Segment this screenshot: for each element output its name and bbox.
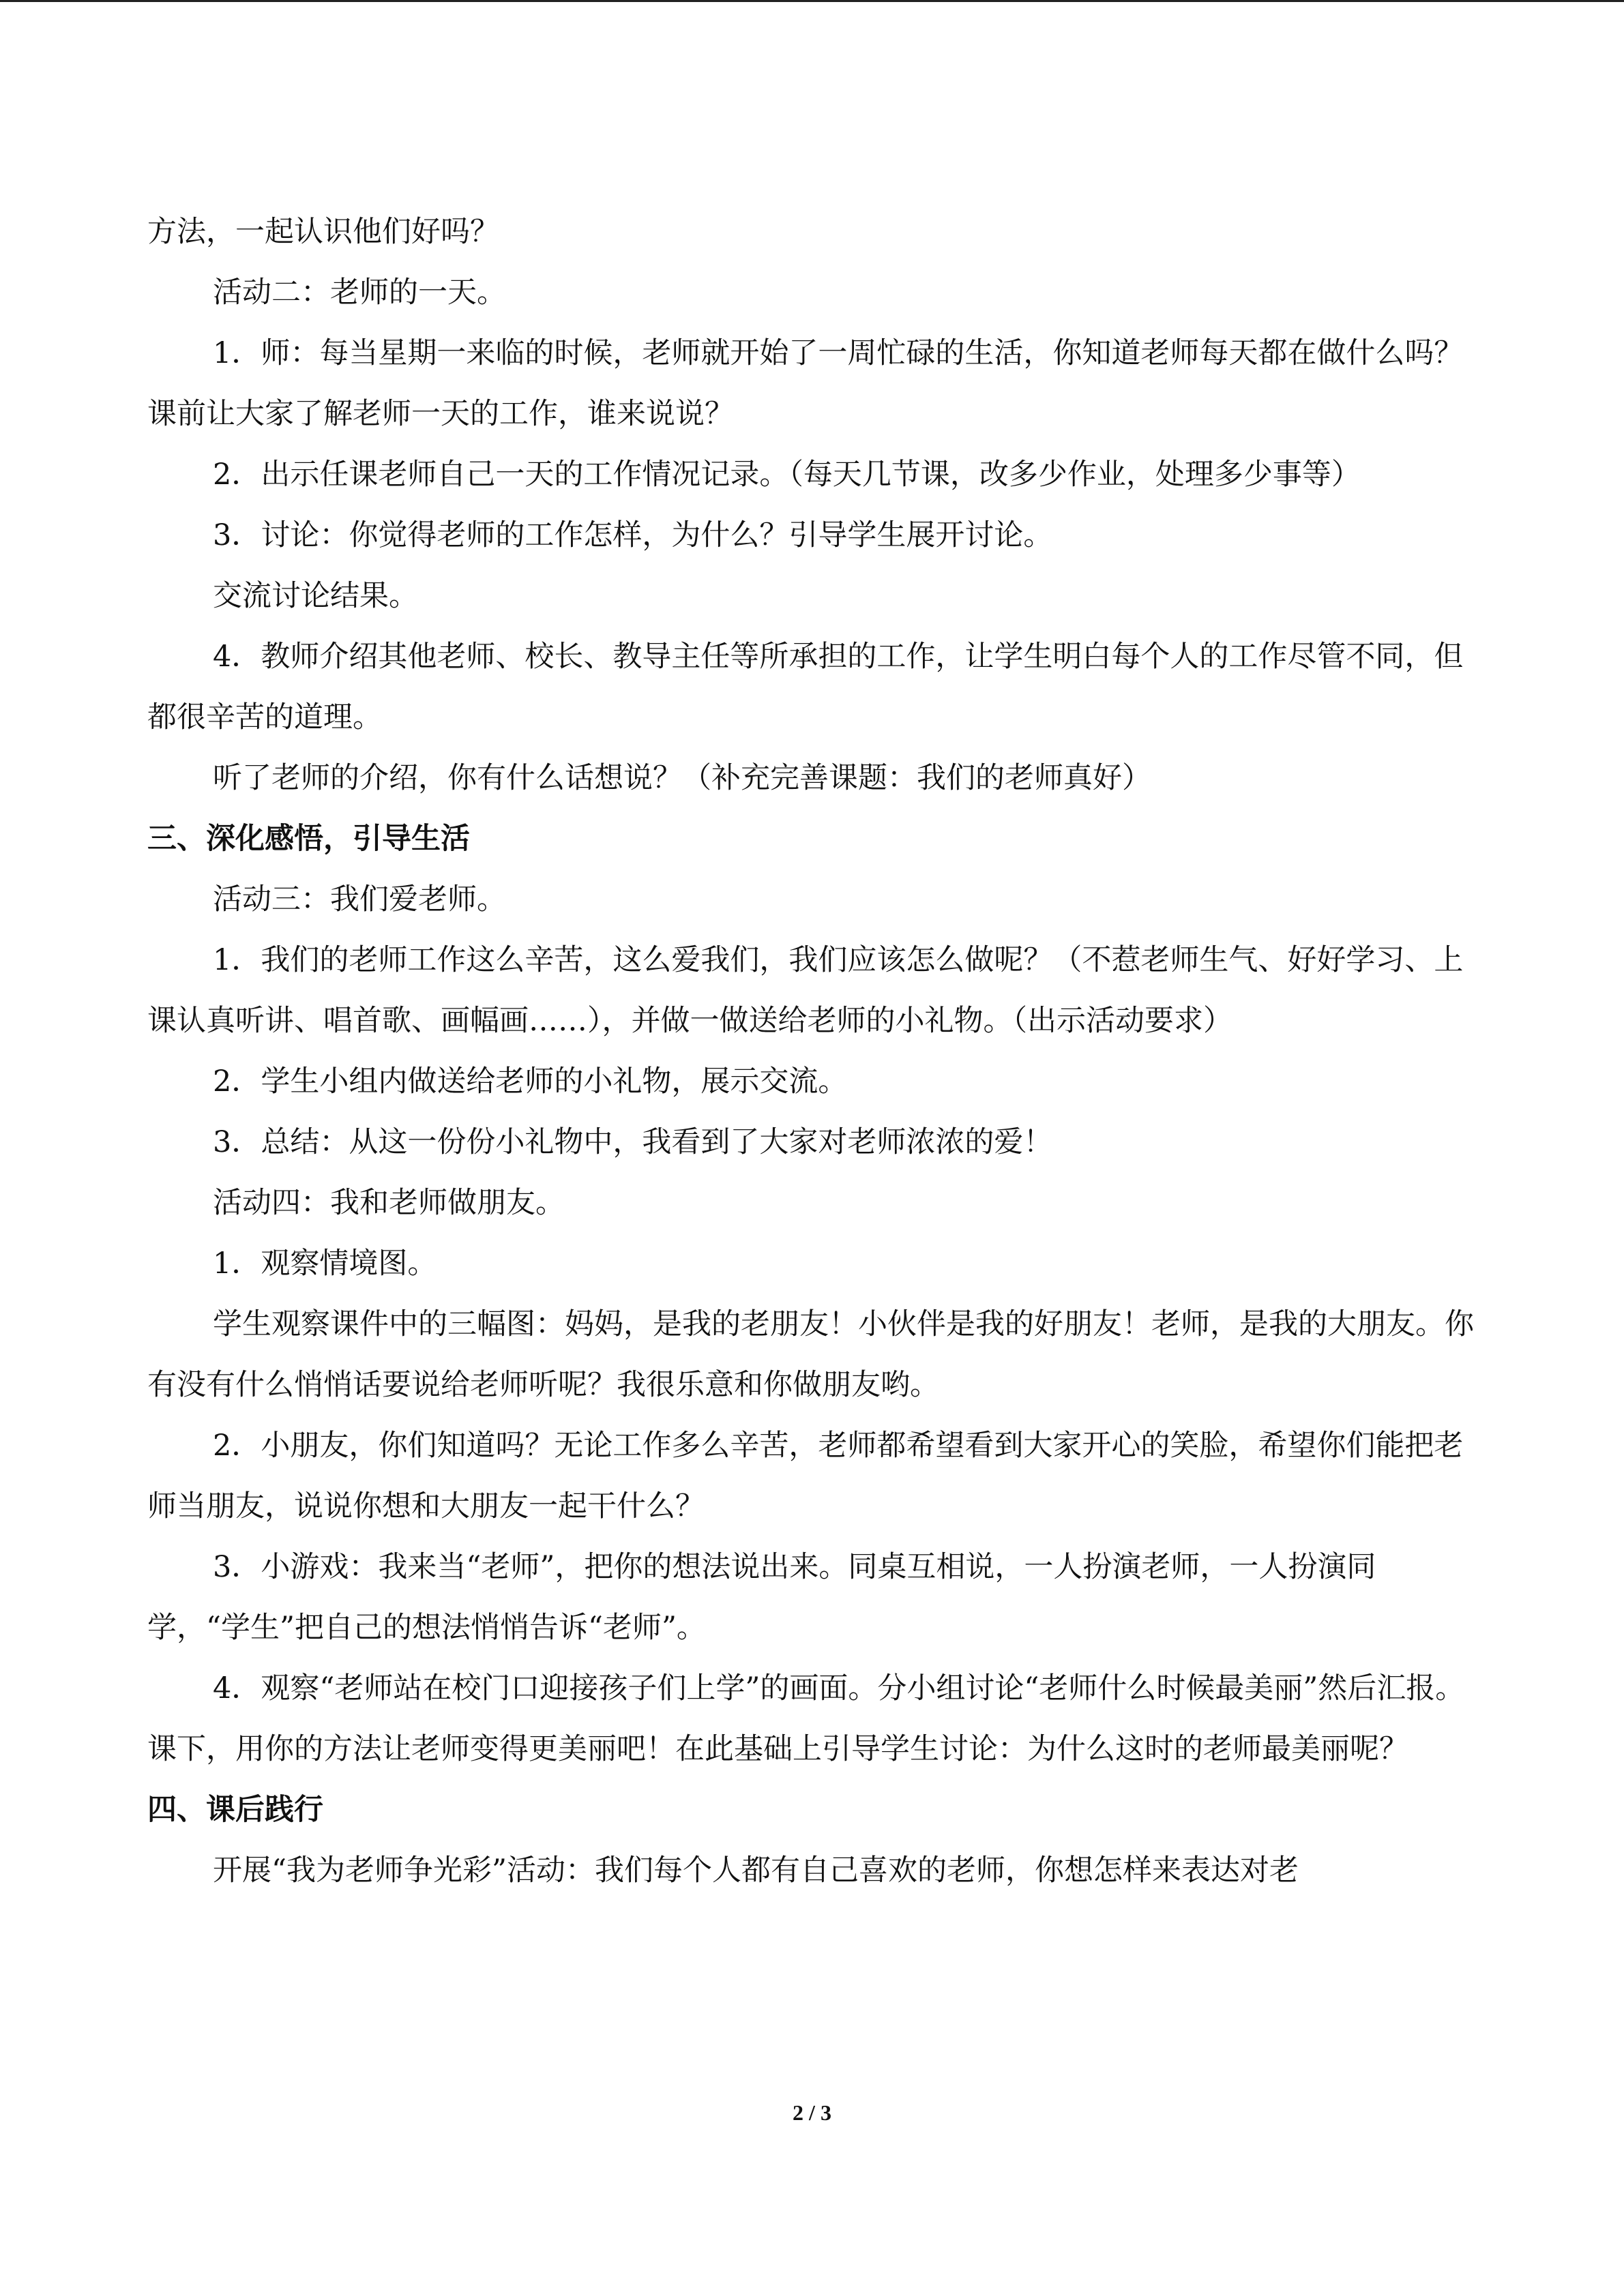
paragraph-21: 开展“我为老师争光彩”活动：我们每个人都有自己喜欢的老师，你想怎样来表达对老 <box>213 1853 1299 1888</box>
paragraph-13: 3．总结：从这一份份小礼物中，我看到了大家对老师浓浓的爱！ <box>213 1125 1053 1159</box>
paragraph-3: 1．师：每当星期一来临的时候，老师就开始了一周忙碌的生活，你知道老师每天都在做什么吗？课前让大家了解老师一天的工作，谁来说说？ <box>147 336 1464 431</box>
paragraph-19: 4．观察“老师站在校门口迎接孩子们上学”的画面。分小组讨论“老师什么时候最美丽”然后汇报。课下，用你的方法让老师变得更美丽吧！在此基础上引导学生讨论：为什么这时的老师最美丽呢？ <box>147 1671 1465 1766</box>
paragraph-10: 活动三：我们爱老师。 <box>213 882 506 916</box>
paragraph-16: 学生观察课件中的三幅图：妈妈，是我的老朋友！小伙伴是我的好朋友！老师，是我的大朋友。你有没有什么悄悄话要说给老师听呢？我很乐意和你做朋友哟。 <box>147 1307 1474 1402</box>
top-border-line <box>0 0 1624 2</box>
page-number: 2 / 3 <box>793 2100 831 2125</box>
paragraph-12: 2．学生小组内做送给老师的小礼物，展示交流。 <box>213 1064 848 1099</box>
paragraph-7: 4．教师介绍其他老师、校长、教导主任等所承担的工作，让学生明白每个人的工作尽管不同，但都很辛苦的道理。 <box>147 640 1464 734</box>
paragraph-6: 交流讨论结果。 <box>213 579 418 613</box>
paragraph-1: 方法，一起认识他们好吗？ <box>147 215 499 249</box>
paragraph-8: 听了老师的介绍，你有什么话想说？（补充完善课题：我们的老师真好） <box>213 761 1151 795</box>
paragraph-11: 1．我们的老师工作这么辛苦，这么爱我们，我们应该怎么做呢？（不惹老师生气、好好学习、上课认真听讲、唱首歌、画幅画……），并做一做送给老师的小礼物。（出示活动要求） <box>147 943 1464 1038</box>
paragraph-2: 活动二：老师的一天。 <box>213 275 506 310</box>
paragraph-15: 1．观察情境图。 <box>213 1247 437 1281</box>
paragraph-5: 3．讨论：你觉得老师的工作怎样，为什么？引导学生展开讨论。 <box>213 518 1053 552</box>
paragraph-14: 活动四：我和老师做朋友。 <box>213 1186 565 1220</box>
section-heading-3: 三、深化感悟，引导生活 <box>147 822 470 856</box>
document-body <box>147 202 1477 1901</box>
section-heading-4: 四、课后践行 <box>147 1793 323 1827</box>
paragraph-17: 2．小朋友，你们知道吗？无论工作多么辛苦，老师都希望看到大家开心的笑脸，希望你们能把老师当朋友，说说你想和大朋友一起干什么？ <box>147 1429 1464 1523</box>
paragraph-18: 3．小游戏：我来当“老师”，把你的想法说出来。同桌互相说，一人扮演老师，一人扮演同学，“学生”把自己的想法悄悄告诉“老师”。 <box>147 1550 1376 1645</box>
paragraph-4: 2．出示任课老师自己一天的工作情况记录。（每天几节课，改多少作业，处理多少事等） <box>213 458 1361 492</box>
